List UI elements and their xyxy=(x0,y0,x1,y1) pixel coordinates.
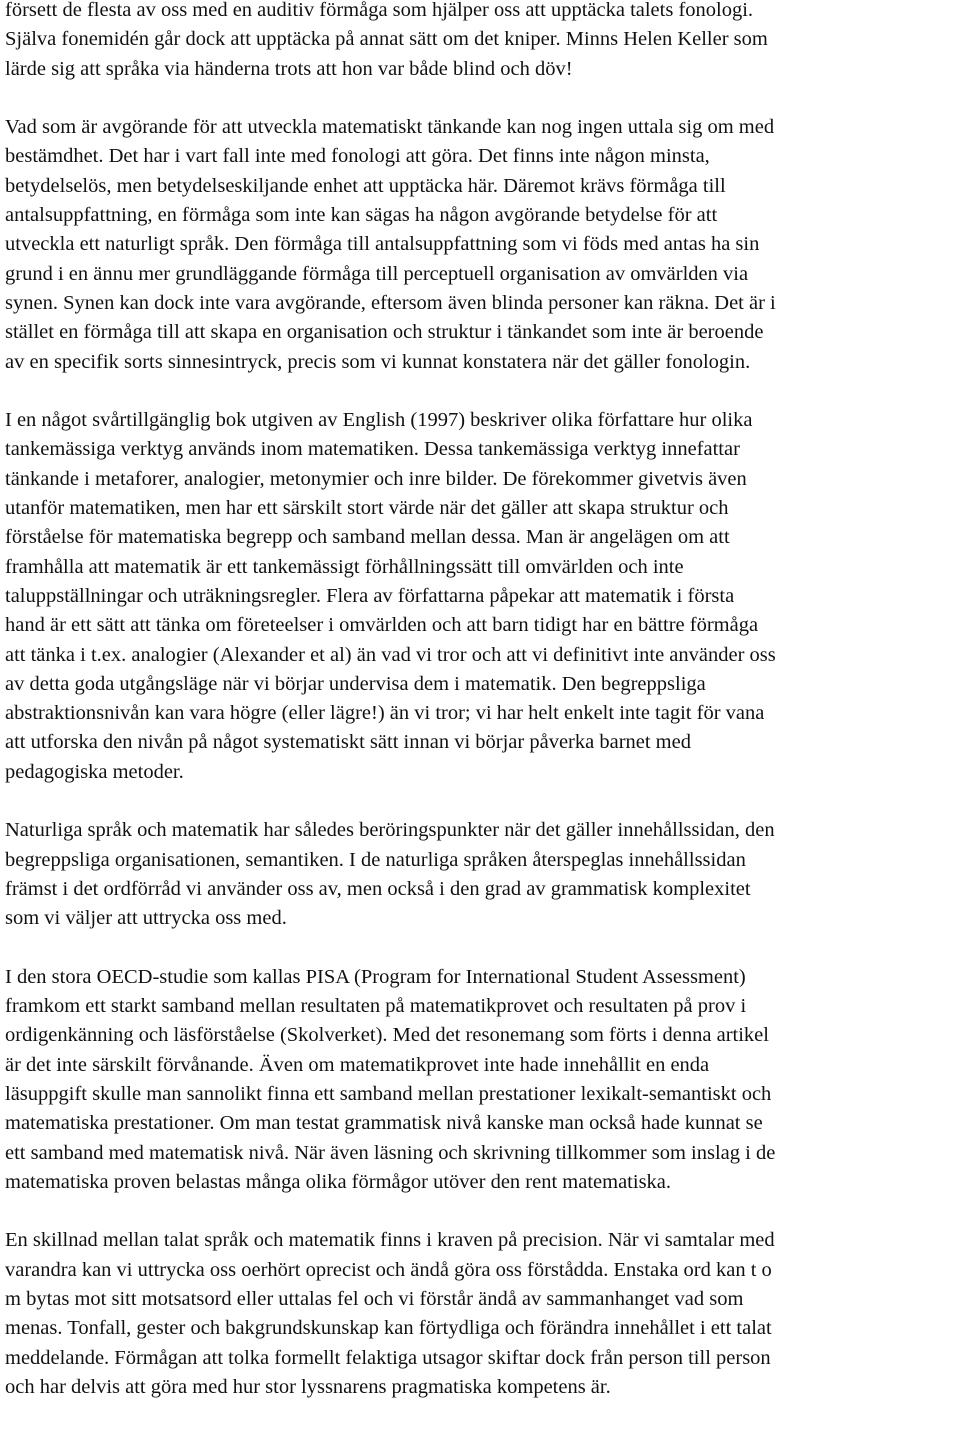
text-line: läsuppgift skulle man sannolikt finna ett samband mellan prestationer lexikalt-semantiskt och xyxy=(5,1082,772,1105)
text-line: utanför matematiken, men har ett särskilt stort värde när det gäller att skapa struktur och xyxy=(5,497,729,520)
text-line: tänkande i metaforer, analogier, metonymier och inre bilder. De förekommer givetvis även xyxy=(5,467,747,490)
text-line: En skillnad mellan talat språk och matematik finns i kraven på precision. När vi samtalar med xyxy=(5,1229,775,1252)
paragraph-pisa-study xyxy=(5,963,957,1197)
paragraph-english-1997 xyxy=(5,406,957,787)
text-line: framhålla att matematik är ett tankemässigt förhållningssätt till omvärlden och inte xyxy=(5,555,684,578)
paragraph-hearing-phonology xyxy=(5,0,957,84)
text-line: abstraktionsnivån kan vara högre (eller lägre!) än vi tror; vi har helt enkelt inte tagit för vana xyxy=(5,702,765,725)
text-line: pedagogiska metoder. xyxy=(5,760,184,783)
paragraph-mathematical-thinking xyxy=(5,113,957,377)
text-line: främst i det ordförråd vi använder oss av, men också i den grad av grammatisk komplexitet xyxy=(5,877,751,900)
text-line: matematiska prestationer. Om man testat grammatisk nivå kanske man också hade kunnat se xyxy=(5,1112,763,1135)
text-line: varandra kan vi uttrycka oss oerhört oprecist och ändå göra oss förstådda. Enstaka ord kan t o xyxy=(5,1258,772,1281)
text-line: menas. Tonfall, gester och bakgrundskunskap kan förtydliga och förändra innehållet i ett talat xyxy=(5,1317,772,1340)
text-line: Själva fonemidén går dock att upptäcka på annat sätt om det kniper. Minns Helen Keller som xyxy=(5,28,768,51)
document-page xyxy=(5,0,957,1432)
text-line: att utforska den nivån på något systematiskt sätt innan vi börjar påverka barnet med xyxy=(5,731,691,754)
text-line: av en specifik sorts sinnesintryck, precis som vi kunnat konstatera när det gäller fonologin. xyxy=(5,350,751,373)
text-line: och har delvis att göra med hur stor lyssnarens pragmatiska kompetens är. xyxy=(5,1375,611,1398)
text-line: ett samband med matematisk nivå. När även läsning och skrivning tillkommer som inslag i de xyxy=(5,1141,776,1164)
text-line: betydelselös, men betydelseskiljande enhet att upptäcka här. Däremot krävs förmåga till xyxy=(5,174,726,197)
text-line: att tänka i t.ex. analogier (Alexander et al) än vad vi tror och att vi definitivt inte använder oss xyxy=(5,643,776,666)
text-line: taluppställningar och uträkningsregler. Flera av författarna påpekar att matematik i första xyxy=(5,584,735,607)
text-line: Vad som är avgörande för att utveckla matematiskt tänkande kan nog ingen uttala sig om med xyxy=(5,116,775,139)
text-line: ordigenkänning och läsförståelse (Skolverket). Med det resonemang som förts i denna artikel xyxy=(5,1024,769,1047)
text-line: lärde sig att språka via händerna trots att hon var både blind och döv! xyxy=(5,57,573,80)
text-line: framkom ett starkt samband mellan resultaten på matematikprovet och resultaten på prov i xyxy=(5,995,747,1018)
text-line: grund i en ännu mer grundläggande förmåga till perceptuell organisation av omvärlden via xyxy=(5,262,749,285)
text-line: synen. Synen kan dock inte vara avgörande, eftersom även blinda personer kan räkna. Det är i xyxy=(5,291,776,314)
text-line: tankemässiga verktyg används inom matematiken. Dessa tankemässiga verktyg innefattar xyxy=(5,438,740,461)
text-line: m bytas mot sitt motsatsord eller uttalas fel och vi förstår ändå av sammanhanget vad som xyxy=(5,1288,744,1311)
paragraph-semantics xyxy=(5,816,957,933)
text-line: stället en förmåga till att skapa en organisation och struktur i tänkandet som inte är beroende xyxy=(5,321,764,344)
text-line: I en något svårtillgänglig bok utgiven av English (1997) beskriver olika författare hur olika xyxy=(5,409,753,432)
text-line: av detta goda utgångsläge när vi börjar undervisa dem i matematik. Den begreppsliga xyxy=(5,672,706,695)
text-line: meddelande. Förmågan att tolka formellt felaktiga utsagor skiftar dock från person till person xyxy=(5,1346,771,1369)
text-line: begreppsliga organisationen, semantiken. I de naturliga språken återspeglas innehållssidan xyxy=(5,848,746,871)
text-line: försett de flesta av oss med en auditiv förmåga som hjälper oss att upptäcka talets fonologi. xyxy=(5,0,754,21)
text-line: hand är ett sätt att tänka om företeelser i omvärlden och att barn tidigt har en bättre förmåga xyxy=(5,614,759,637)
text-line: bestämdhet. Det har i vart fall inte med fonologi att göra. Det finns inte någon minsta, xyxy=(5,145,710,168)
text-line: är det inte särskilt förvånande. Även om matematikprovet inte hade innehållit en enda xyxy=(5,1053,710,1076)
text-line: matematiska proven belastas många olika förmågor utöver den rent matematiska. xyxy=(5,1170,672,1193)
text-line: antalsuppfattning, en förmåga som inte kan sägas ha någon avgörande betydelse för att xyxy=(5,204,718,227)
text-line: som vi väljer att uttrycka oss med. xyxy=(5,907,287,930)
paragraph-precision xyxy=(5,1226,957,1402)
text-line: Naturliga språk och matematik har således beröringspunkter när det gäller innehållssidan, den xyxy=(5,819,775,842)
text-line: förståelse för matematiska begrepp och samband mellan dessa. Man är angelägen om att xyxy=(5,526,730,549)
text-line: I den stora OECD-studie som kallas PISA (Program for International Student Assessment) xyxy=(5,965,746,988)
text-line: utveckla ett naturligt språk. Den förmåga till antalsuppfattning som vi föds med antas ha sin xyxy=(5,233,760,256)
